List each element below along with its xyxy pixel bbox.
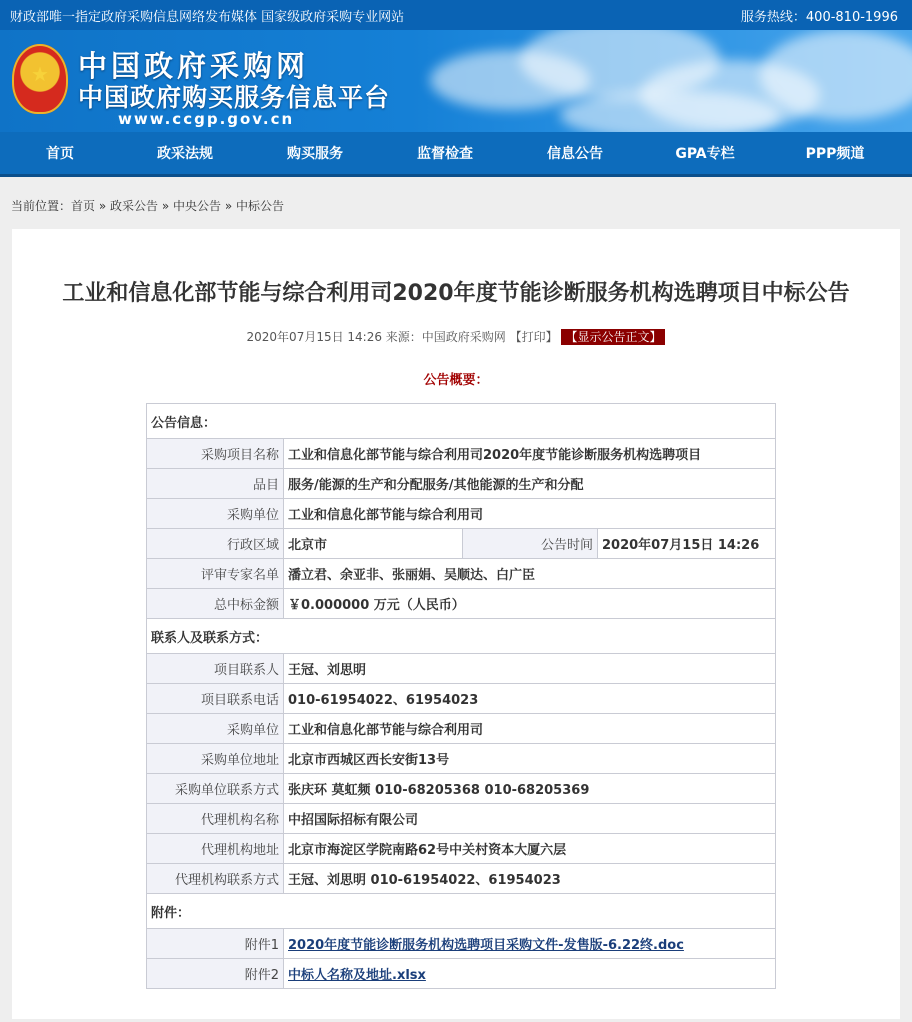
notice-summary-table [146, 403, 776, 989]
table-row: 代理机构地址 北京市海淀区学院南路62号中关村资本大厦六层 [147, 834, 776, 864]
table-row: 行政区域 北京市 公告时间 2020年07月15日 14:26 [147, 529, 776, 559]
breadcrumb-home[interactable]: 首页 [71, 199, 96, 213]
site-name: 中国政府采购网 [78, 49, 310, 83]
table-row: 附件2 中标人名称及地址.xlsx [147, 959, 776, 989]
attachment-2-link[interactable]: 中标人名称及地址.xlsx [288, 968, 426, 983]
section-notice-info: 公告信息： [147, 404, 776, 439]
table-row: 采购单位 工业和信息化部节能与综合利用司 [147, 499, 776, 529]
table-row: 附件1 2020年度节能诊断服务机构选聘项目采购文件-发售版-6.22终.doc [147, 929, 776, 959]
breadcrumb-prefix: 当前位置： [11, 199, 72, 213]
site-banner [0, 30, 912, 132]
nav-ppp[interactable]: PPP频道 [805, 146, 865, 162]
table-row: 采购单位地址 北京市西城区西长安街13号 [147, 744, 776, 774]
table-row: 评审专家名单 潘立君、余亚非、张丽娟、吴顺达、白广臣 [147, 559, 776, 589]
nav-regulations[interactable]: 政采法规 [157, 146, 213, 162]
table-row: 采购单位联系方式 张庆环 莫虹频 010-68205368 010-68205369 [147, 774, 776, 804]
site-subname: 中国政府购买服务信息平台 [78, 83, 391, 112]
breadcrumb-central-notices[interactable]: 中央公告 [173, 199, 222, 213]
table-row: 总中标金额 ￥0.000000 万元（人民币） [147, 589, 776, 619]
site-url: www.ccgp.gov.cn [118, 110, 295, 128]
table-row: 代理机构名称 中招国际招标有限公司 [147, 804, 776, 834]
main-nav [0, 132, 912, 177]
service-hotline: 服务热线：400-810-1996 [740, 9, 898, 25]
summary-label: 公告概要： [423, 373, 489, 388]
nav-supervision[interactable]: 监督检查 [417, 146, 473, 162]
article-meta-text[interactable]: 2020年07月15日 14:26 来源：中国政府采购网 【打印】 [246, 330, 558, 344]
nav-purchase-services[interactable]: 购买服务 [287, 146, 343, 162]
table-row: 采购单位 工业和信息化部节能与综合利用司 [147, 714, 776, 744]
project-name-value: 工业和信息化部节能与综合利用司2020年度节能诊断服务机构选聘项目 [284, 439, 776, 469]
article-meta [12, 328, 900, 345]
section-contacts: 联系人及联系方式： [147, 619, 776, 654]
table-row: 项目联系人 王冠、刘思明 [147, 654, 776, 684]
nav-home[interactable]: 首页 [46, 146, 74, 162]
star-icon: ★ [31, 62, 49, 86]
table-row: 采购项目名称 工业和信息化部节能与综合利用司2020年度节能诊断服务机构选聘项目 [147, 439, 776, 469]
article-container [12, 229, 900, 1019]
breadcrumb-award-notices[interactable]: 中标公告 [236, 199, 285, 213]
nav-gpa[interactable]: GPA专栏 [675, 146, 735, 162]
top-bar [0, 0, 912, 30]
show-notice-body-button[interactable]: 【显示公告正文】 [561, 329, 665, 345]
breadcrumb: 当前位置：首页 » 政采公告 » 中央公告 » 中标公告 [11, 199, 285, 213]
attachment-1-link[interactable]: 2020年度节能诊断服务机构选聘项目采购文件-发售版-6.22终.doc [288, 938, 684, 953]
site-slogan: 财政部唯一指定政府采购信息网络发布媒体 国家级政府采购专业网站 [10, 9, 405, 25]
page-title: 工业和信息化部节能与综合利用司2020年度节能诊断服务机构选聘项目中标公告 [62, 281, 850, 306]
section-attachments: 附件： [147, 894, 776, 929]
breadcrumb-procurement-notices[interactable]: 政采公告 [110, 199, 159, 213]
nav-announcements[interactable]: 信息公告 [547, 146, 603, 162]
table-row: 品目 服务/能源的生产和分配服务/其他能源的生产和分配 [147, 469, 776, 499]
table-row: 项目联系电话 010-61954022、61954023 [147, 684, 776, 714]
table-row: 代理机构联系方式 王冠、刘思明 010-61954022、61954023 [147, 864, 776, 894]
national-emblem-logo[interactable] [12, 44, 68, 114]
